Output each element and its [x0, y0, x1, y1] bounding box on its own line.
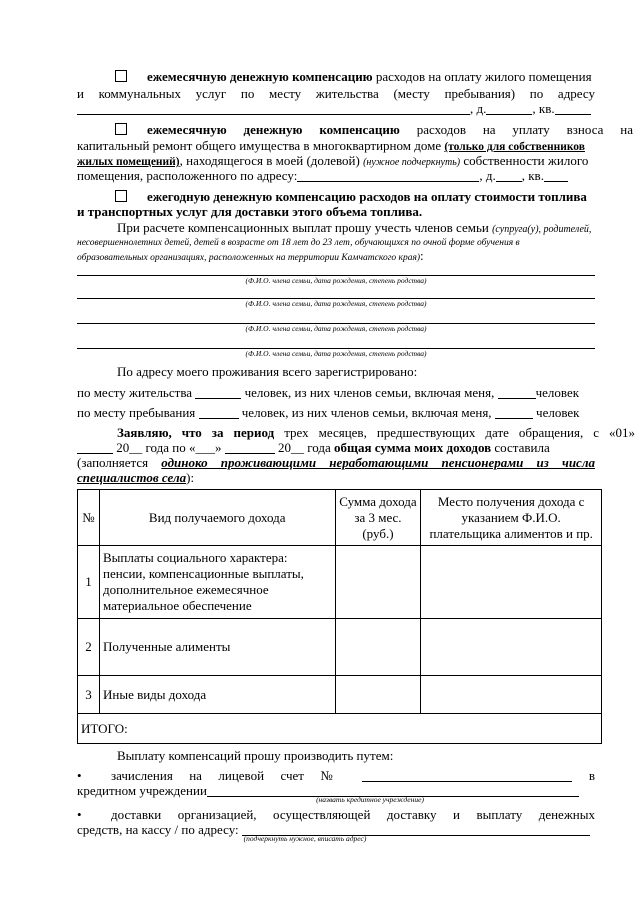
- section1-text: расходов на оплату жилого помещения: [375, 69, 592, 84]
- row-place-cell[interactable]: [421, 546, 602, 619]
- payment-option-1: • зачисления на лицевой счет № в: [77, 768, 596, 783]
- registered-title: По адресу моего проживания всего зарегистрировано:: [117, 364, 418, 379]
- header-num: №: [78, 490, 100, 546]
- section2-line2: капитальный ремонт общего имущества в многоквартирном доме (только для собственников: [77, 138, 585, 153]
- declare-line3: (заполняется одиноко проживающими неработающими пенсионерами из числа: [77, 455, 595, 470]
- family-caption-1: (Ф.И.О. члена семьи, дата рождения, степень родства): [245, 276, 427, 285]
- section1-line2: и коммунальных услуг по месту жительства (месту пребывания) по адресу: [77, 86, 595, 101]
- payment-option-1-bank: кредитном учреждении: [77, 783, 595, 799]
- account-number-field[interactable]: [362, 769, 572, 782]
- section1-bold: ежемесячную денежную компенсацию: [147, 69, 373, 84]
- row-kind: Выплаты социального характера: пенсии, компенсационные выплаты, дополнительное ежемесячное материальное обеспечение: [99, 546, 335, 619]
- row-kind: Иные виды дохода: [99, 676, 335, 714]
- table-total-row: [78, 714, 602, 744]
- section3-line2: и транспортных услуг для доставки этого объема топлива.: [77, 204, 423, 219]
- family-italic-2: несовершеннолетних детей, детей в возрасте от 18 лет до 23 лет, обучающихся по очной форме обучения в: [77, 238, 520, 248]
- family-caption-4: (Ф.И.О. члена семьи, дата рождения, степень родства): [245, 349, 427, 358]
- section1-line3: , д. , кв.: [77, 101, 595, 117]
- payment-option-2: • доставки организацией, осуществляющей доставку и выплату денежных: [77, 807, 595, 822]
- row-num: 3: [78, 676, 100, 714]
- section2-bold: ежемесячную денежную компенсацию: [147, 122, 400, 137]
- bullet-icon: •: [77, 768, 82, 783]
- row-num: 2: [78, 619, 100, 676]
- bullet-icon: •: [77, 807, 82, 822]
- table-row: [78, 676, 602, 714]
- table-row: [78, 619, 602, 676]
- declare-line2: 20__ года по «___» 20__ года общая сумма моих доходов составила: [77, 440, 595, 456]
- family-caption-2: (Ф.И.О. члена семьи, дата рождения, степень родства): [245, 299, 427, 308]
- table-row: [78, 546, 602, 619]
- section2-line3: жилых помещений), находящегося в моей (долевой) (нужное подчеркнуть) собственности жилого: [77, 153, 589, 168]
- header-place: Место получения дохода с указанием Ф.И.О. плательщика алиментов и пр.: [421, 490, 602, 546]
- family-caption-3: (Ф.И.О. члена семьи, дата рождения, степень родства): [245, 324, 427, 333]
- row-place-cell[interactable]: [421, 676, 602, 714]
- row-kind: Полученные алименты: [99, 619, 335, 676]
- section2-line1: ежемесячную денежную компенсацию расходов на уплату взноса на: [77, 122, 633, 138]
- declare-line4: специалистов села):: [77, 470, 195, 485]
- registered-row-stay: по месту пребывания человек, из них членов семьи, включая меня, человек: [77, 405, 580, 420]
- family-intro: При расчете компенсационных выплат прошу учесть членов семьи (супруга(у), родителей,: [117, 220, 592, 235]
- row-sum-cell[interactable]: [335, 676, 421, 714]
- address-caption: (подчеркнуть нужное, вписать адрес): [243, 834, 367, 843]
- row-place-cell[interactable]: [421, 619, 602, 676]
- section2-line4: помещения, расположенного по адресу: , д. , кв.: [77, 168, 595, 184]
- checkbox-annual-fuel[interactable]: [115, 190, 127, 202]
- bank-caption: (назвать кредитное учреждение): [316, 795, 424, 804]
- header-sum: Сумма дохода за 3 мес. (руб.): [335, 490, 421, 546]
- total-label: ИТОГО:: [78, 714, 602, 744]
- payment-title: Выплату компенсаций прошу производить путем:: [117, 748, 394, 763]
- registered-row-residence: по месту жительства человек, из них членов семьи, включая меня, человек: [77, 385, 580, 400]
- payment-option-2-address: средств, на кассу / по адресу:: [77, 822, 595, 838]
- section1-line1: [77, 69, 633, 85]
- checkbox-monthly-repair[interactable]: [115, 123, 127, 135]
- row-num: 1: [78, 546, 100, 619]
- section3-line1: [77, 189, 633, 205]
- row-sum-cell[interactable]: [335, 546, 421, 619]
- header-kind: Вид получаемого дохода: [99, 490, 335, 546]
- checkbox-monthly-housing[interactable]: [115, 70, 127, 82]
- declare-line1: Заявляю, что за период трех месяцев, предшествующих дате обращения, с «01»: [117, 425, 635, 440]
- section3-bold: ежегодную денежную компенсацию расходов на оплату стоимости топлива: [147, 189, 587, 204]
- family-italic-3: образовательных организациях, расположенных на территории Камчатского края):: [77, 248, 424, 263]
- row-sum-cell[interactable]: [335, 619, 421, 676]
- income-table: [77, 489, 602, 744]
- table-header-row: [78, 490, 602, 546]
